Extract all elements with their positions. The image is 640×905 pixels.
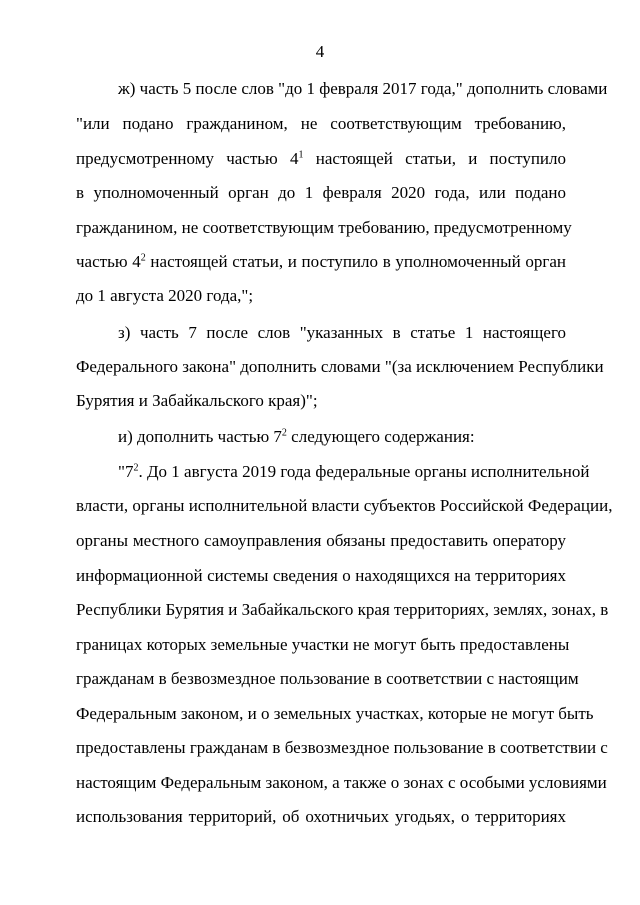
text-line: Федерального закона" дополнить словами "(за исключением Республики: [76, 357, 604, 376]
text-line: информационной системы сведения о находящихся на территориях: [76, 566, 566, 585]
text-line: частью $4^2$ настоящей статьи, и поступило в уполномоченный орган: [76, 252, 567, 271]
text-line: Бурятия и Забайкальского края)";: [76, 391, 318, 410]
text-line: "$7^2$. До 1 августа 2019 года федеральные органы исполнительной: [118, 462, 590, 481]
text-line: гражданином, не соответствующим требованию, предусмотренному: [76, 218, 572, 237]
text-line: Федеральным законом, и о земельных участках, которые не могут быть: [76, 704, 594, 723]
text-line: использования территорий, об охотничьих угодьях, о территориях: [76, 807, 566, 826]
text-line: границах которых земельные участки не могут быть предоставлены: [76, 635, 570, 654]
text-line: до 1 августа 2020 года,";: [76, 286, 254, 305]
text-line: органы местного самоуправления обязаны предоставить оператору: [76, 531, 566, 550]
text-line: "или подано гражданином, не соответствующим требованию,: [76, 114, 566, 133]
text-line: и) дополнить частью $7^2$ следующего содержания:: [118, 427, 475, 446]
text-line: Республики Бурятия и Забайкальского края территориях, землях, зонах, в: [76, 600, 609, 619]
text-line: предоставлены гражданам в безвозмездное пользование в соответствии с: [76, 738, 608, 757]
text-line: з) часть 7 после слов "указанных в статье 1 настоящего: [118, 323, 566, 342]
text-line: настоящим Федеральным законом, а также о зонах с особыми условиями: [76, 773, 607, 792]
text-line: предусмотренному частью $4^1$ настоящей статьи, и поступило: [76, 149, 566, 168]
text-line: ж) часть 5 после слов "до 1 февраля 2017 года," дополнить словами: [118, 79, 608, 98]
text-line: власти, органы исполнительной власти субъектов Российской Федерации,: [76, 496, 613, 515]
page-number: 4: [315, 42, 325, 61]
text-line: в уполномоченный орган до 1 февраля 2020 года, или подано: [76, 183, 566, 202]
text-line: гражданам в безвозмездное пользование в соответствии с настоящим: [76, 669, 579, 688]
